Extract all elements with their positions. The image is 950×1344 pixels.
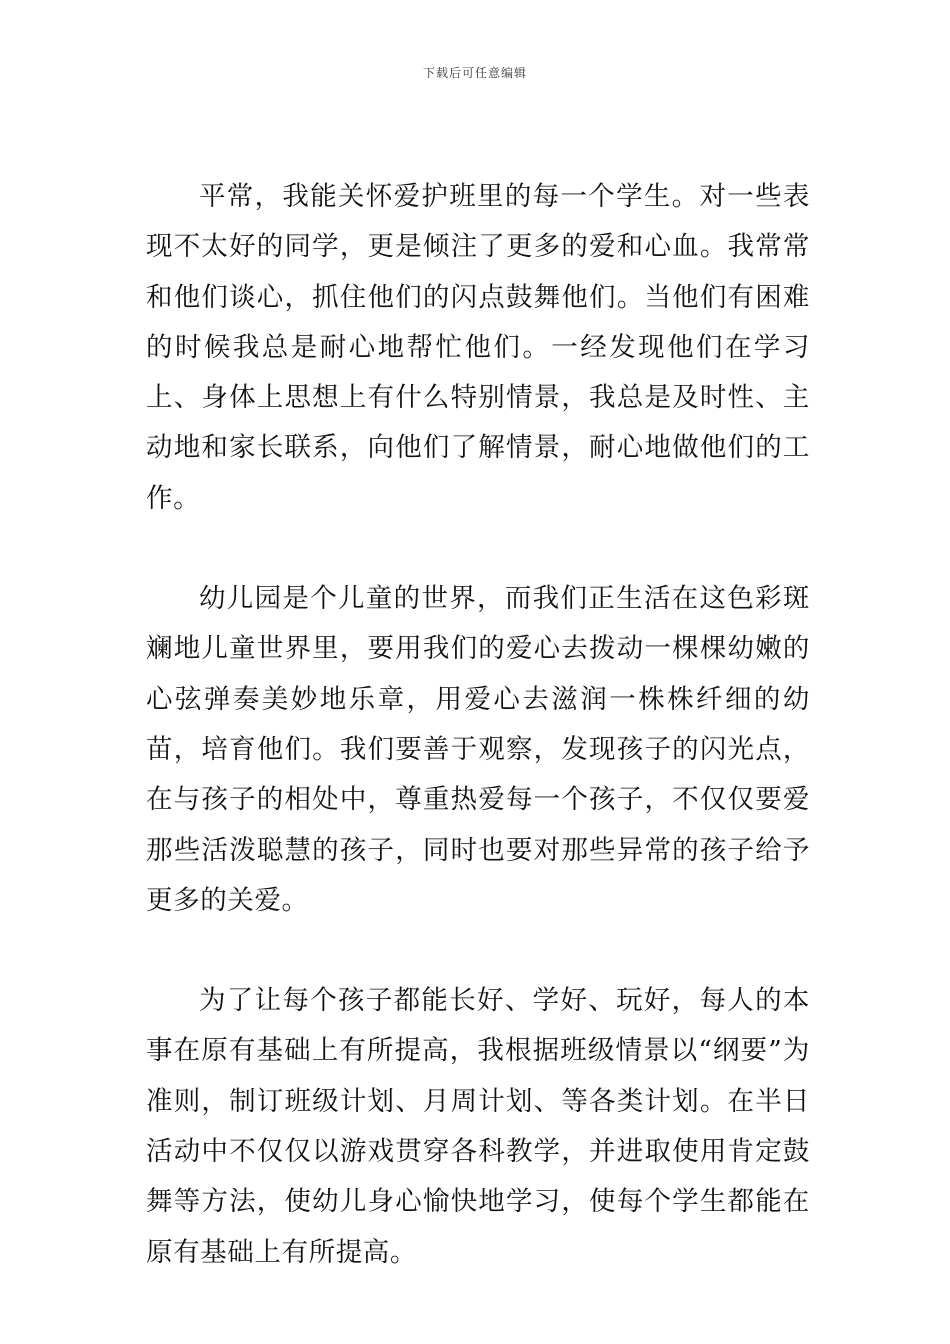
document-body	[146, 172, 810, 1328]
paragraph-2: 幼儿园是个儿童的世界，而我们正生活在这色彩斑斓地儿童世界里，要用我们的爱心去拨动一棵棵幼嫩的心弦弹奏美妙地乐章，用爱心去滋润一株株纤细的幼苗，培育他们。我们要善于观察，发现孩子的闪光点，在与孩子的相处中，尊重热爱每一个孩子，不仅仅要爱那些活泼聪慧的孩子，同时也要对那些异常的孩子给予更多的关爱。	[146, 583, 810, 916]
page-header-note: 下载后可任意编辑	[422, 66, 527, 80]
paragraph-3: 为了让每个孩子都能长好、学好、玩好，每人的本事在原有基础上有所提高，我根据班级情景以“纲要”为准则，制订班级计划、月周计划、等各类计划。在半日活动中不仅仅以游戏贯穿各科教学，并进取使用肯定鼓舞等方法，使幼儿身心愉快地学习，使每个学生都能在原有基础上有所提高。	[146, 985, 810, 1268]
paragraph-1: 平常，我能关怀爱护班里的每一个学生。对一些表现不太好的同学，更是倾注了更多的爱和心血。我常常和他们谈心，抓住他们的闪点鼓舞他们。当他们有困难的时候我总是耐心地帮忙他们。一经发现他们在学习上、身体上思想上有什么特别情景，我总是及时性、主动地和家长联系，向他们了解情景，耐心地做他们的工作。	[146, 181, 810, 514]
